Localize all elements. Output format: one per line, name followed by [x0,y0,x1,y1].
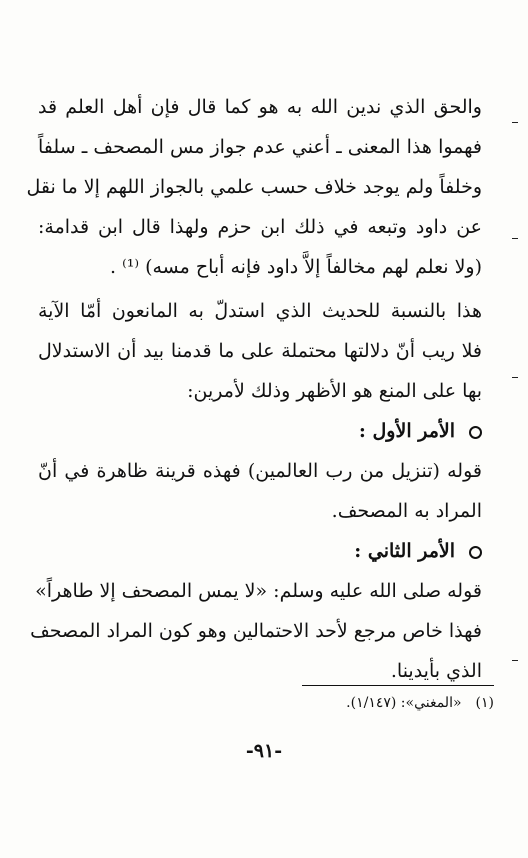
text-line: الذي بأيدينا. [390,660,482,682]
text-line: بها على المنع هو الأظهر وذلك لأمرين: [187,380,482,402]
footnote-text: «المغني»: (١/١٤٧). [346,695,462,711]
text-line: هذا بالنسبة للحديث الذي استدلّ به المانعون أمّا الآية [38,300,482,322]
heading-label: الأمر الثاني : [354,540,455,562]
quote-line: (ولا نعلم لهم مخالفاً إلاَّ داود فإنه أباح مسه) ⁽¹⁾ . [109,256,482,278]
section-heading-second [354,531,482,571]
edge-mark [512,122,518,123]
text-line: وخلفاً ولم يوجد خلاف حسب علمي بالجواز اللهم إلا ما نقل [26,176,482,198]
edge-mark [512,238,518,239]
text-line: عن داود وتبعه في ذلك ابن حزم ولهذا قال ابن قدامة: [38,216,482,238]
footnote-divider [302,685,494,686]
text-line: المراد به المصحف. [331,500,482,522]
edge-mark [512,660,518,661]
text-line: فلا ريب أنّ دلالتها محتملة على ما قدمنا بيد أن الاستدلال [38,340,482,362]
footnote [194,690,494,716]
bullet-circle-icon [469,426,482,439]
text-line: فهموا هذا المعنى ـ أعني عدم جواز مس المصحف ـ سلفاً [38,136,482,158]
section-heading-first [359,411,482,451]
footnote-number: (١) [475,695,494,711]
edge-mark [512,377,518,378]
text-line: قوله (تنزيل من رب العالمين) فهذه قرينة ظاهرة في أنّ [38,460,482,482]
heading-label: الأمر الأول : [358,420,455,442]
text-line: والحق الذي ندين الله به هو كما قال فإن أهل العلم قد [38,96,482,118]
page-number: -٩١- [245,740,283,762]
text-line: قوله صلى الله عليه وسلم: «لا يمس المصحف إلا طاهراً» [35,580,482,602]
text-line: فهذا خاص مرجع لأحد الاحتمالين وهو كون المراد المصحف [30,620,482,642]
bullet-circle-icon [469,546,482,559]
